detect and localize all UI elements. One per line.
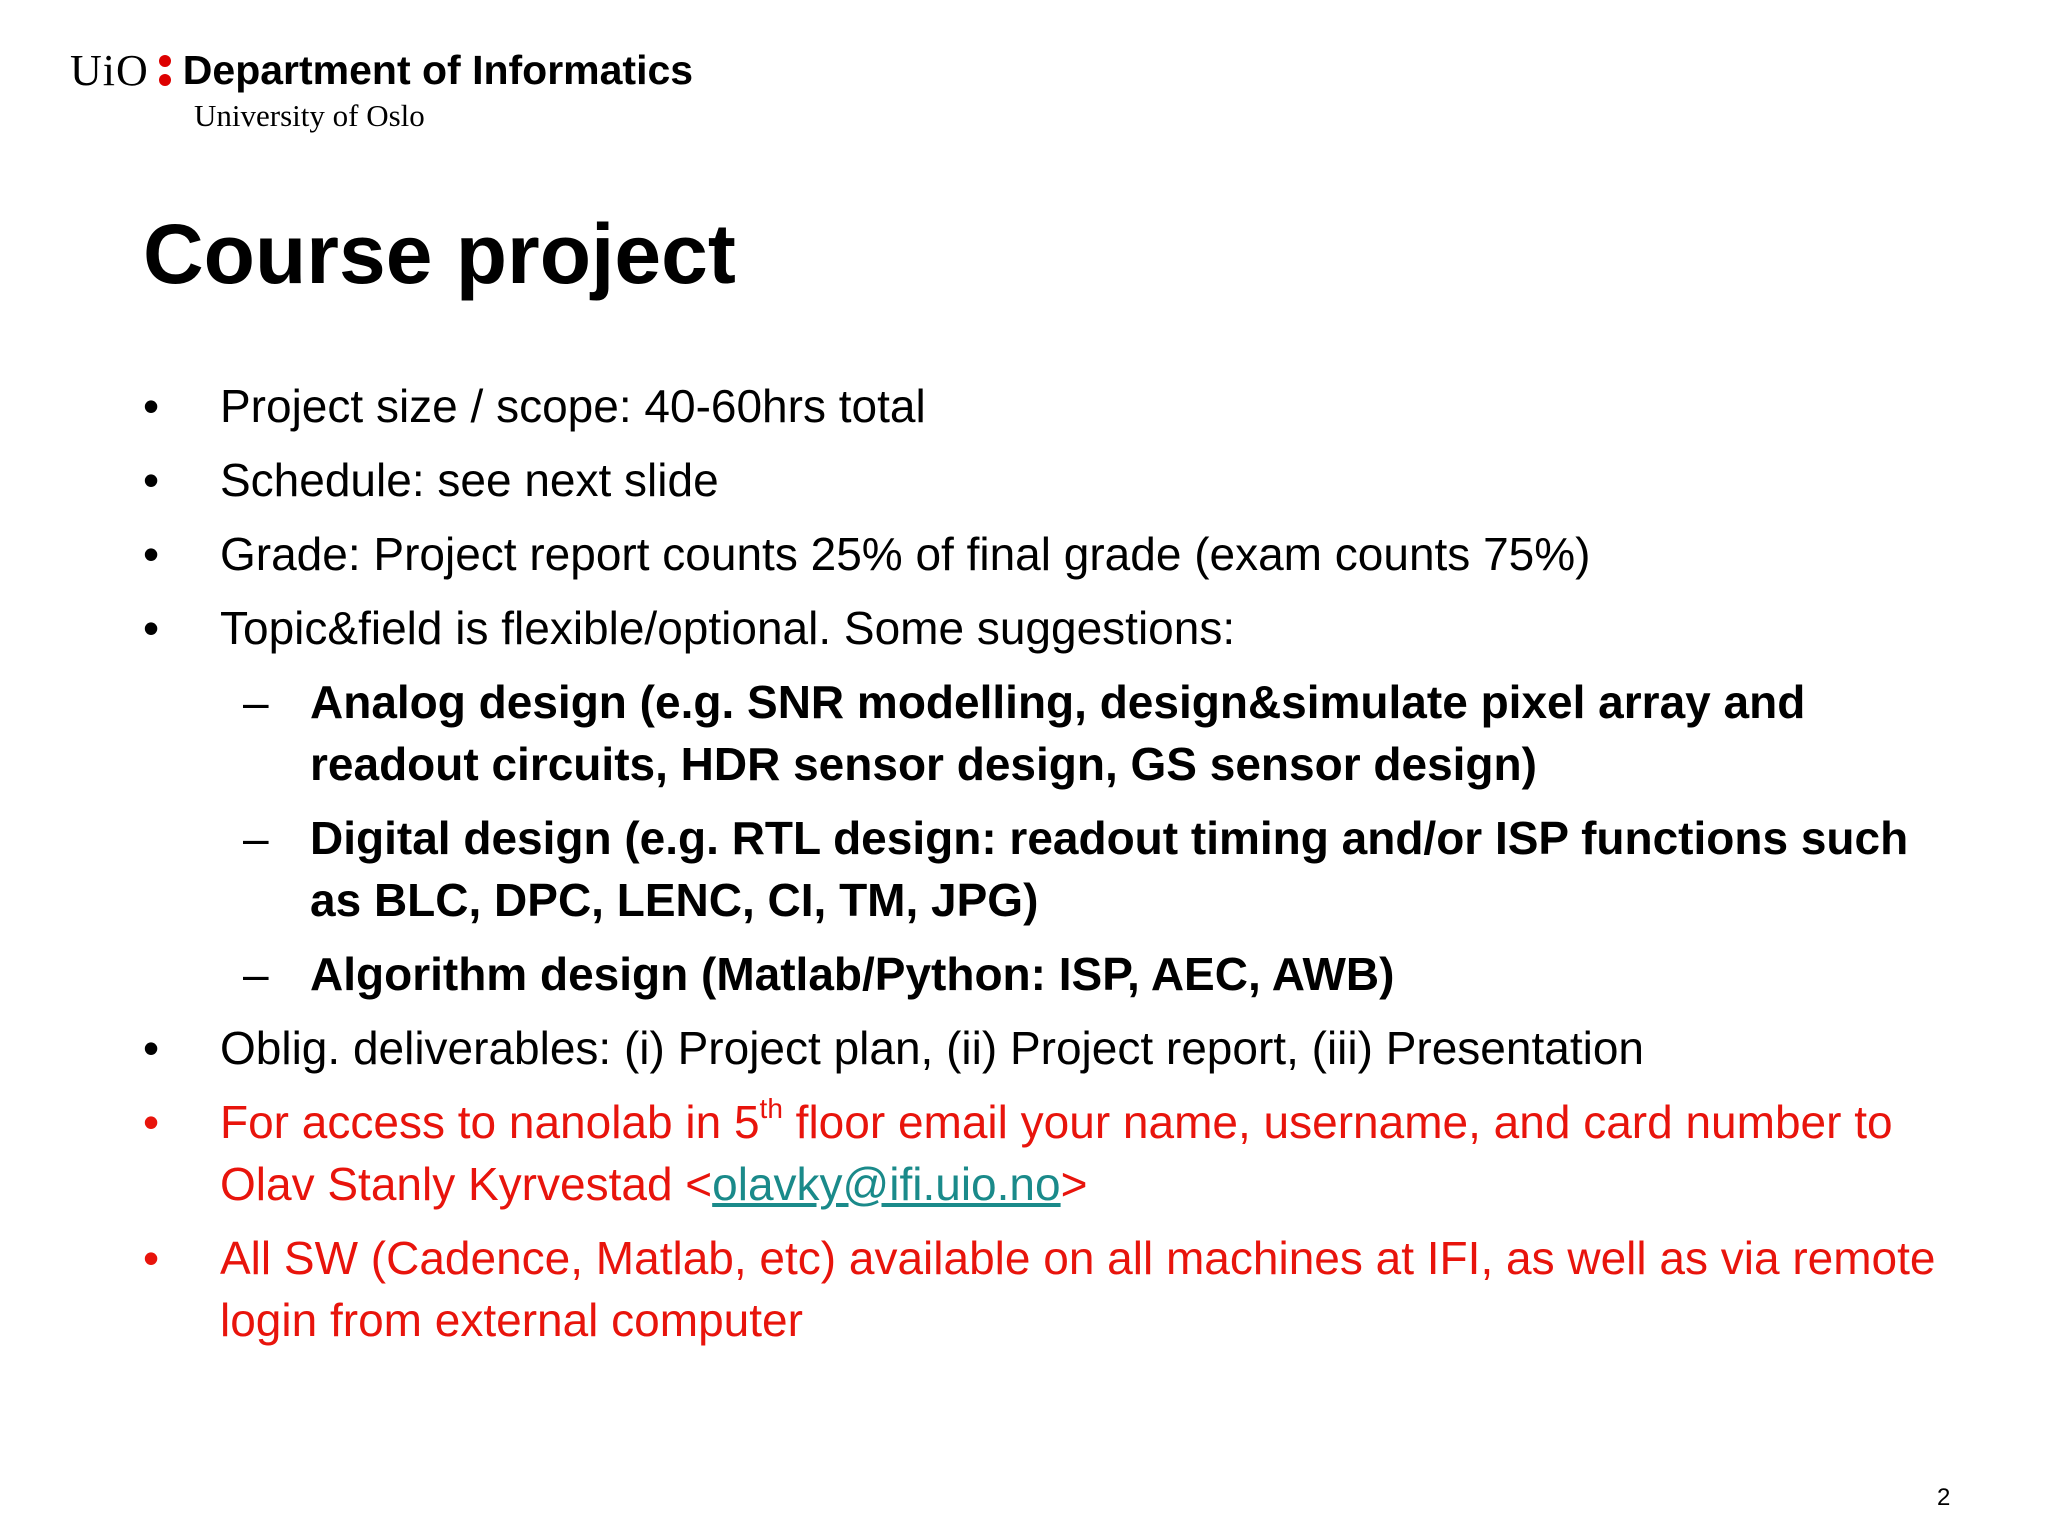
deliverables-text: Oblig. deliverables: (i) Project plan, (ii) Project report, (iii) Presentation bbox=[220, 1022, 1644, 1074]
slide-title: Course project bbox=[143, 207, 736, 301]
uio-colon-icon bbox=[159, 55, 171, 86]
bullet-item bbox=[143, 597, 1943, 659]
access-bullet-item bbox=[143, 1091, 1943, 1215]
department-name: Department of Informatics bbox=[182, 46, 694, 93]
bullet-text: Project size / scope: 40-60hrs total bbox=[220, 380, 926, 432]
university-name: University of Oslo bbox=[194, 98, 425, 133]
bullet-item bbox=[143, 375, 1943, 437]
sub-bullet-item bbox=[143, 943, 1943, 1005]
uio-logo bbox=[70, 44, 693, 96]
bullet-marker: • bbox=[143, 1096, 160, 1148]
email-link[interactable]: olavky@ifi.uio.no bbox=[712, 1158, 1061, 1210]
access-text: For access to nanolab in 5th floor email your name, username, and card number to Olav Stanly Kyrvestad <olavky@ifi.uio.no> bbox=[220, 1092, 1893, 1210]
sub-bullet-marker: – bbox=[243, 812, 269, 864]
bullet-marker: • bbox=[143, 528, 160, 580]
sub-bullet-item bbox=[143, 807, 1943, 931]
bullet-item bbox=[143, 1017, 1943, 1079]
bullet-text: Topic&field is flexible/optional. Some suggestions: bbox=[220, 602, 1236, 654]
slide-header bbox=[70, 44, 693, 134]
bullet-item bbox=[143, 449, 1943, 511]
sub-bullet-text: Algorithm design (Matlab/Python: ISP, AEC, AWB) bbox=[310, 948, 1395, 1000]
sub-bullet-item bbox=[143, 671, 1943, 795]
bullet-marker: • bbox=[143, 1232, 160, 1284]
sub-bullet-text: Digital design (e.g. RTL design: readout timing and/or ISP functions such as BLC, DPC, LENC, CI, TM, JPG) bbox=[310, 812, 1909, 926]
sub-bullet-marker: – bbox=[243, 676, 269, 728]
sub-bullet-marker: – bbox=[243, 948, 269, 1000]
bullet-text: Grade: Project report counts 25% of final grade (exam counts 75%) bbox=[220, 528, 1591, 580]
bullet-marker: • bbox=[143, 1022, 160, 1074]
ordinal-suffix: th bbox=[759, 1092, 783, 1124]
sub-bullet-text: Analog design (e.g. SNR modelling, design&simulate pixel array and readout circuits, HDR sensor design, GS sensor design) bbox=[310, 676, 1806, 790]
software-text: All SW (Cadence, Matlab, etc) available on all machines at IFI, as well as via remote login from external computer bbox=[220, 1232, 1936, 1346]
bullet-marker: • bbox=[143, 602, 160, 654]
bullet-marker: • bbox=[143, 380, 160, 432]
software-bullet-item bbox=[143, 1227, 1943, 1351]
bullet-list bbox=[143, 375, 1943, 1363]
uio-wordmark: UiO bbox=[70, 45, 149, 95]
page-number: 2 bbox=[1937, 1484, 1951, 1511]
bullet-marker: • bbox=[143, 454, 160, 506]
bullet-item bbox=[143, 523, 1943, 585]
bullet-text: Schedule: see next slide bbox=[220, 454, 719, 506]
